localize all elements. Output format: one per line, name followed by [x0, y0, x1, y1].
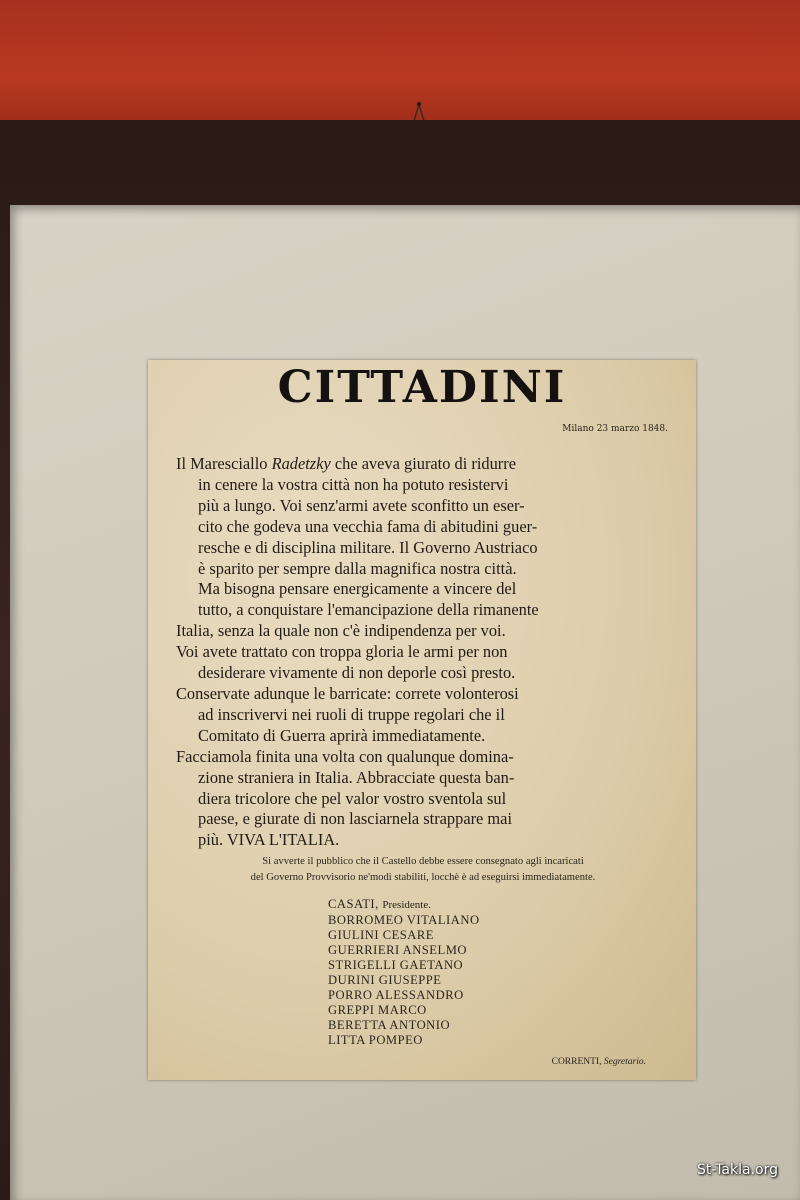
signatory: PORRO ALESSANDRO [328, 988, 464, 1002]
hanging-wire-icon [413, 100, 425, 122]
red-wall [0, 0, 800, 130]
signatory: DURINI GIUSEPPE [328, 973, 442, 987]
text-line: zione straniera in Italia. Abbracciate questa ban- [198, 767, 515, 787]
poster-title: CITTADINI [277, 362, 567, 413]
president-row [328, 897, 480, 913]
paragraph [176, 684, 666, 747]
text-line: Italia, senza la quale non c'è indipendenza per voi. [176, 621, 506, 641]
text-line: più. VIVA L'ITALIA. [198, 830, 340, 850]
signatory: GREPPI MARCO [328, 1003, 427, 1017]
text-line: Ma bisogna pensare energicamente a vincere del [198, 579, 517, 599]
secretary-role: Segretario. [603, 1057, 646, 1067]
proclamation-poster [148, 360, 696, 1080]
text-line: Voi avete trattato con troppa gloria le armi per non [176, 642, 508, 662]
president-name: CASATI, [328, 897, 379, 911]
proclamation-body [176, 454, 666, 851]
signatory: STRIGELLI GAETANO [328, 958, 464, 972]
secretary-signature [552, 1057, 646, 1067]
text-line: ad inscrivervi nei ruoli di truppe regolari che il [198, 704, 505, 724]
text-line: paese, e giurate di non lasciarnela strappare mai [198, 809, 513, 829]
text-line: diera tricolore che pel valor vostro sventola sul [198, 788, 507, 808]
signatory: LITTA POMPEO [328, 1033, 423, 1047]
signatories-list [328, 897, 480, 1048]
notice-line: del Governo Provvisorio ne'modi stabiliti, locchè è ad eseguirsi immediatamente. [250, 872, 596, 883]
text-line: è sparito per sempre dalla magnifica nostra città. [198, 558, 517, 578]
signatory: GUERRIERI ANSELMO [328, 943, 467, 957]
text-line: in cenere la vostra città non ha potuto resistervi [198, 474, 509, 494]
paragraph [176, 642, 666, 684]
signatory: BORROMEO VITALIANO [328, 913, 480, 927]
public-notice [168, 854, 678, 886]
signatory: GIULINI CESARE [328, 928, 434, 942]
text-line: tutto, a conquistare l'emancipazione della rimanente [198, 600, 539, 620]
text-line: cito che godeva una vecchia fama di abitudini guer- [198, 516, 538, 536]
signatory: BERETTA ANTONIO [328, 1018, 451, 1032]
paragraph [176, 747, 666, 852]
dateline: Milano 23 marzo 1848. [562, 424, 668, 434]
text-line: Facciamola finita una volta con qualunque domina- [176, 746, 514, 766]
paragraph [176, 454, 666, 642]
text-line: Il Maresciallo Radetzky che aveva giurato di ridurre [176, 454, 516, 473]
text-line: desiderare vivamente di non deporle così presto. [198, 663, 516, 683]
text-line: resche e di disciplina militare. Il Governo Austriaco [198, 537, 538, 557]
notice-line: Si avverte il pubblico che il Castello debbe essere consegnato agli incaricati [262, 856, 584, 867]
text-line: più a lungo. Voi senz'armi avete sconfitto un eser- [198, 495, 525, 515]
text-line: Comitato di Guerra aprirà immediatamente. [198, 725, 486, 745]
radetzky-name: Radetzky [271, 454, 331, 473]
president-role: Presidente. [382, 899, 431, 911]
secretary-name: CORRENTI, [551, 1057, 602, 1067]
text-line: Conservate adunque le barricate: correte volonterosi [176, 683, 519, 703]
site-watermark: St-Takla.org [697, 1162, 778, 1178]
